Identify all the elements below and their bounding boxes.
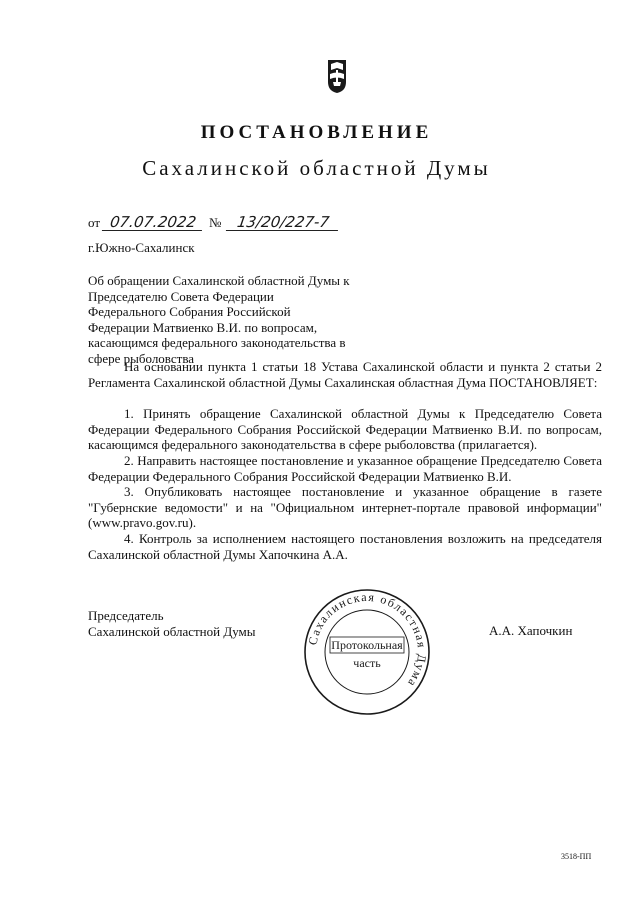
- document-code: 3518-ПП: [561, 852, 592, 861]
- number-prefix: №: [209, 215, 222, 230]
- stamp-center-line1: Протокольная: [331, 638, 403, 652]
- signer-position-line2: Сахалинской областной Думы: [88, 623, 256, 639]
- signer-name: А.А. Хапочкин: [489, 623, 573, 638]
- date-number-line: [88, 215, 339, 231]
- official-stamp: [302, 587, 432, 717]
- document-subtitle: Сахалинской областной Думы: [142, 156, 491, 180]
- signer-position: [88, 608, 256, 639]
- stamp-ring-text: Сахалинская областная Дума: [305, 589, 430, 691]
- body-item-2: 2. Направить настоящее постановление и указанное обращение Председателю Совета Федерации Федерального Собрания Российской Федерации Матвиенко В.И.: [88, 452, 602, 484]
- preamble: На основании пункта 1 статьи 18 Устава Сахалинской области и пункта 2 статьи 2 Регламента Сахалинской областной Думы Сахалинская областная Дума ПОСТАНОВЛЯЕТ:: [88, 359, 602, 390]
- document-title: ПОСТАНОВЛЕНИЕ: [200, 122, 433, 143]
- date-prefix: от: [88, 215, 101, 230]
- signer-position-line1: Председатель: [88, 608, 164, 623]
- date-value: 07.07.2022: [102, 215, 204, 231]
- document-number: 13/20/227-7: [226, 215, 340, 231]
- body-item-3: 3. Опубликовать настоящее постановление и указанное обращение в газете "Губернские ведомости" и на "Официальном интернет-портале правовой информации" (www.pravo.gov.ru).: [88, 484, 602, 531]
- body-item-4: 4. Контроль за исполнением настоящего постановления возложить на председателя Сахалинской областной Думы Хапочкина А.А.: [88, 530, 602, 562]
- subject-heading: Об обращении Сахалинской областной Думы к Председателю Совета Федерации Федерального Собрания Российской Федерации Матвиенко В.И. по вопросам, касающимся федерального законодательства в сфере рыболовства: [88, 273, 350, 366]
- stamp-center-line2: часть: [353, 656, 381, 670]
- body-item-1: 1. Принять обращение Сахалинской областной Думы к Председателю Совета Федерации Федерального Собрания Российской Федерации Матвиенко В.И. по вопросам, касающимся федерального законодательства в сфере рыболовства (прилагается).: [88, 406, 602, 453]
- document-body: [88, 359, 602, 562]
- city: г.Южно-Сахалинск: [88, 240, 195, 255]
- coat-of-arms-icon: [327, 58, 347, 94]
